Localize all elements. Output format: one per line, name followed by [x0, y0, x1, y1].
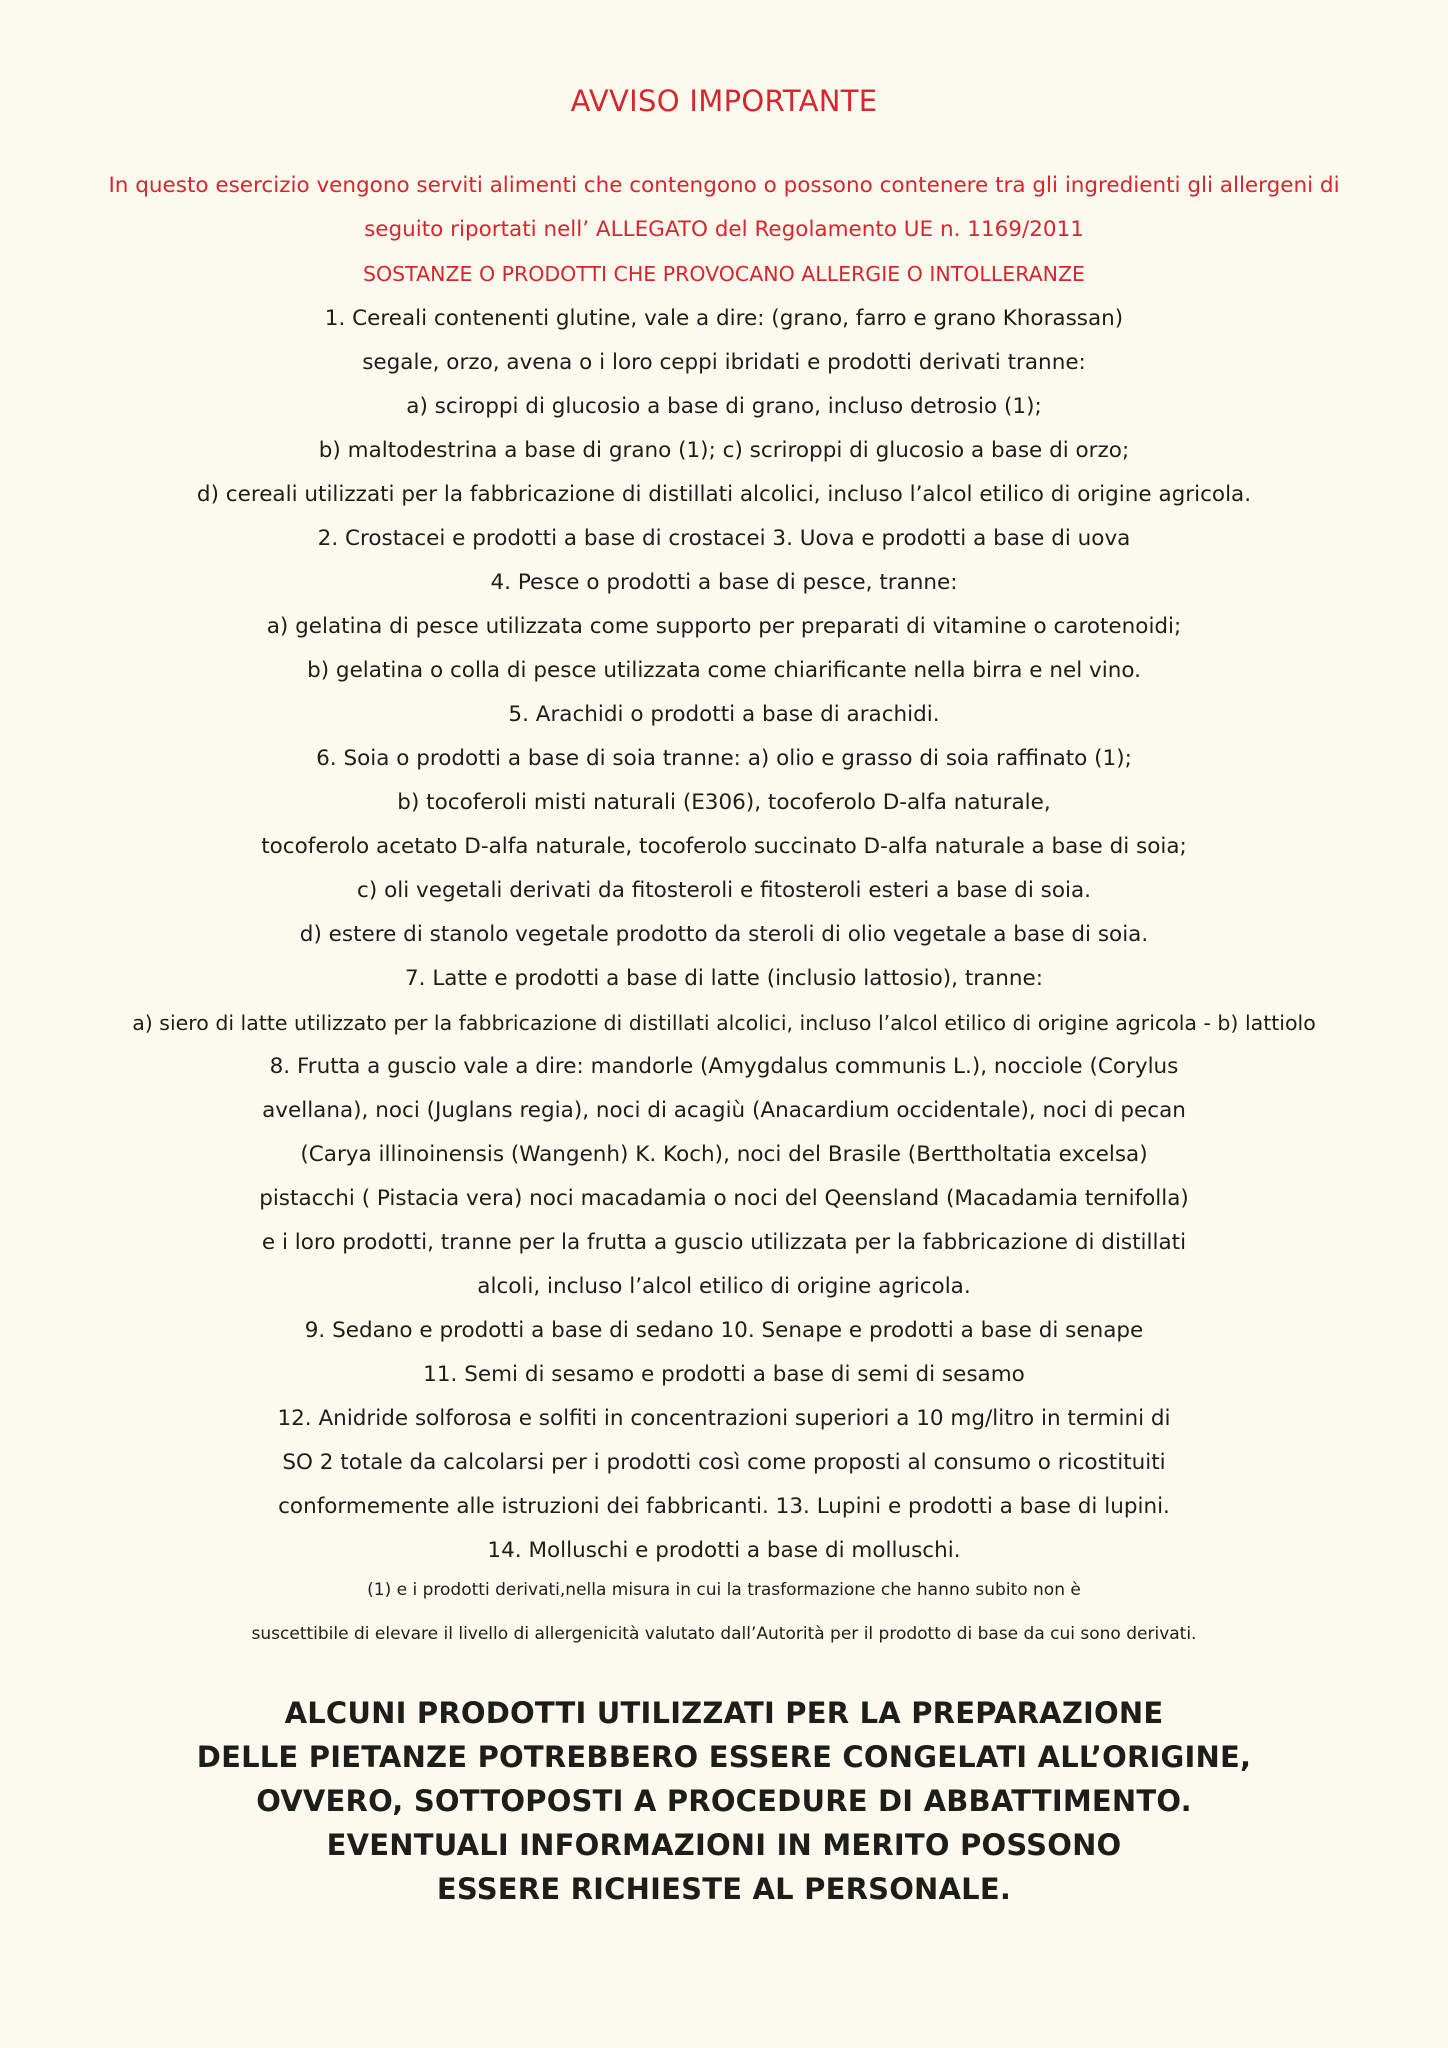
allergens-heading: SOSTANZE O PRODOTTI CHE PROVOCANO ALLERGIE O INTOLLERANZE	[363, 262, 1085, 286]
allergen-line: b) tocoferoli misti naturali (E306), tocoferolo D-alfa naturale,	[397, 790, 1051, 815]
allergen-line: a) gelatina di pesce utilizzata come supporto per preparati di vitamine o carotenoidi;	[266, 614, 1182, 639]
allergen-line: 5. Arachidi o prodotti a base di arachidi.	[508, 702, 940, 727]
allergen-line: alcoli, incluso l’alcol etilico di origine agricola.	[477, 1274, 971, 1299]
footnote	[60, 1568, 1388, 1656]
allergen-line: pistacchi ( Pistacia vera) noci macadamia o noci del Qeensland (Macadamia ternifolla)	[259, 1186, 1189, 1211]
notice-line: ESSERE RICHIESTE AL PERSONALE.	[436, 1872, 1012, 1906]
allergen-line: e i loro prodotti, tranne per la frutta a guscio utilizzata per la fabbricazione di distillati	[261, 1230, 1187, 1255]
frozen-products-notice	[40, 1691, 1408, 1911]
notice-line: OVVERO, SOTTOPOSTI A PROCEDURE DI ABBATTIMENTO.	[256, 1784, 1192, 1818]
footnote-line: suscettibile di elevare il livello di allergenicità valutato dall’Autorità per il prodotto di base da cui sono derivati.	[251, 1624, 1197, 1644]
intro-line: seguito riportati nell’ ALLEGATO del Regolamento UE n. 1169/2011	[364, 217, 1084, 242]
notice-line: DELLE PIETANZE POTREBBERO ESSERE CONGELATI ALL’ORIGINE,	[196, 1740, 1252, 1774]
allergen-line: avellana), noci (Juglans regia), noci di acagiù (Anacardium occidentale), noci di pecan	[262, 1098, 1186, 1123]
allergen-line: 12. Anidride solforosa e solfiti in concentrazioni superiori a 10 mg/litro in termini di	[277, 1406, 1171, 1431]
allergen-line: 4. Pesce o prodotti a base di pesce, tranne:	[490, 570, 958, 595]
allergen-line: d) estere di stanolo vegetale prodotto da steroli di olio vegetale a base di soia.	[299, 922, 1149, 947]
allergen-line: 8. Frutta a guscio vale a dire: mandorle (Amygdalus communis L.), nocciole (Corylus	[269, 1054, 1179, 1079]
footnote-line: (1) e i prodotti derivati,nella misura in cui la trasformazione che hanno subito non è	[367, 1580, 1081, 1600]
allergen-line: 6. Soia o prodotti a base di soia tranne: a) olio e grasso di soia raffinato (1);	[316, 746, 1132, 771]
allergen-list	[20, 297, 1428, 1573]
notice-line: ALCUNI PRODOTTI UTILIZZATI PER LA PREPARAZIONE	[284, 1696, 1164, 1730]
allergen-line: 7. Latte e prodotti a base di latte (inclusio lattosio), tranne:	[404, 966, 1044, 991]
allergen-line: c) oli vegetali derivati da fitosteroli e fitosteroli esteri a base di soia.	[357, 878, 1091, 903]
allergen-line: segale, orzo, avena o i loro ceppi ibridati e prodotti derivati tranne:	[362, 350, 1086, 375]
intro-paragraph	[60, 164, 1388, 296]
allergen-line: 2. Crostacei e prodotti a base di crostacei 3. Uova e prodotti a base di uova	[317, 526, 1131, 551]
allergen-line: SO 2 totale da calcolarsi per i prodotti così come proposti al consumo o ricostituiti	[282, 1450, 1166, 1475]
page-title: AVVISO IMPORTANTE	[570, 84, 878, 118]
allergen-line: conformemente alle istruzioni dei fabbricanti. 13. Lupini e prodotti a base di lupini.	[278, 1494, 1170, 1519]
allergen-line: a) siero di latte utilizzato per la fabbricazione di distillati alcolici, incluso l’alcol etilico di origine agricola - b) lattiolo	[132, 1011, 1316, 1035]
allergen-line: b) gelatina o colla di pesce utilizzata come chiarificante nella birra e nel vino.	[307, 658, 1141, 683]
allergen-line: (Carya illinoinensis (Wangenh) K. Koch), noci del Brasile (Berttholtatia excelsa)	[300, 1142, 1148, 1167]
allergen-line: 14. Molluschi e prodotti a base di molluschi.	[487, 1538, 961, 1563]
allergen-line: 11. Semi di sesamo e prodotti a base di semi di sesamo	[423, 1362, 1025, 1387]
allergen-line: a) sciroppi di glucosio a base di grano, incluso detrosio (1);	[406, 394, 1042, 419]
allergen-line: 1. Cereali contenenti glutine, vale a dire: (grano, farro e grano Khorassan)	[324, 306, 1124, 331]
allergen-line: 9. Sedano e prodotti a base di sedano 10. Senape e prodotti a base di senape	[304, 1318, 1144, 1343]
allergen-line: d) cereali utilizzati per la fabbricazione di distillati alcolici, incluso l’alcol etilico di origine agricola.	[196, 482, 1252, 507]
allergen-line: tocoferolo acetato D-alfa naturale, tocoferolo succinato D-alfa naturale a base di soia;	[261, 834, 1187, 859]
intro-line: In questo esercizio vengono serviti alimenti che contengono o possono contenere tra gli ingredienti gli allergeni di	[108, 173, 1340, 198]
allergen-line: b) maltodestrina a base di grano (1); c) scriroppi di glucosio a base di orzo;	[318, 438, 1130, 463]
notice-line: EVENTUALI INFORMAZIONI IN MERITO POSSONO	[326, 1828, 1122, 1862]
